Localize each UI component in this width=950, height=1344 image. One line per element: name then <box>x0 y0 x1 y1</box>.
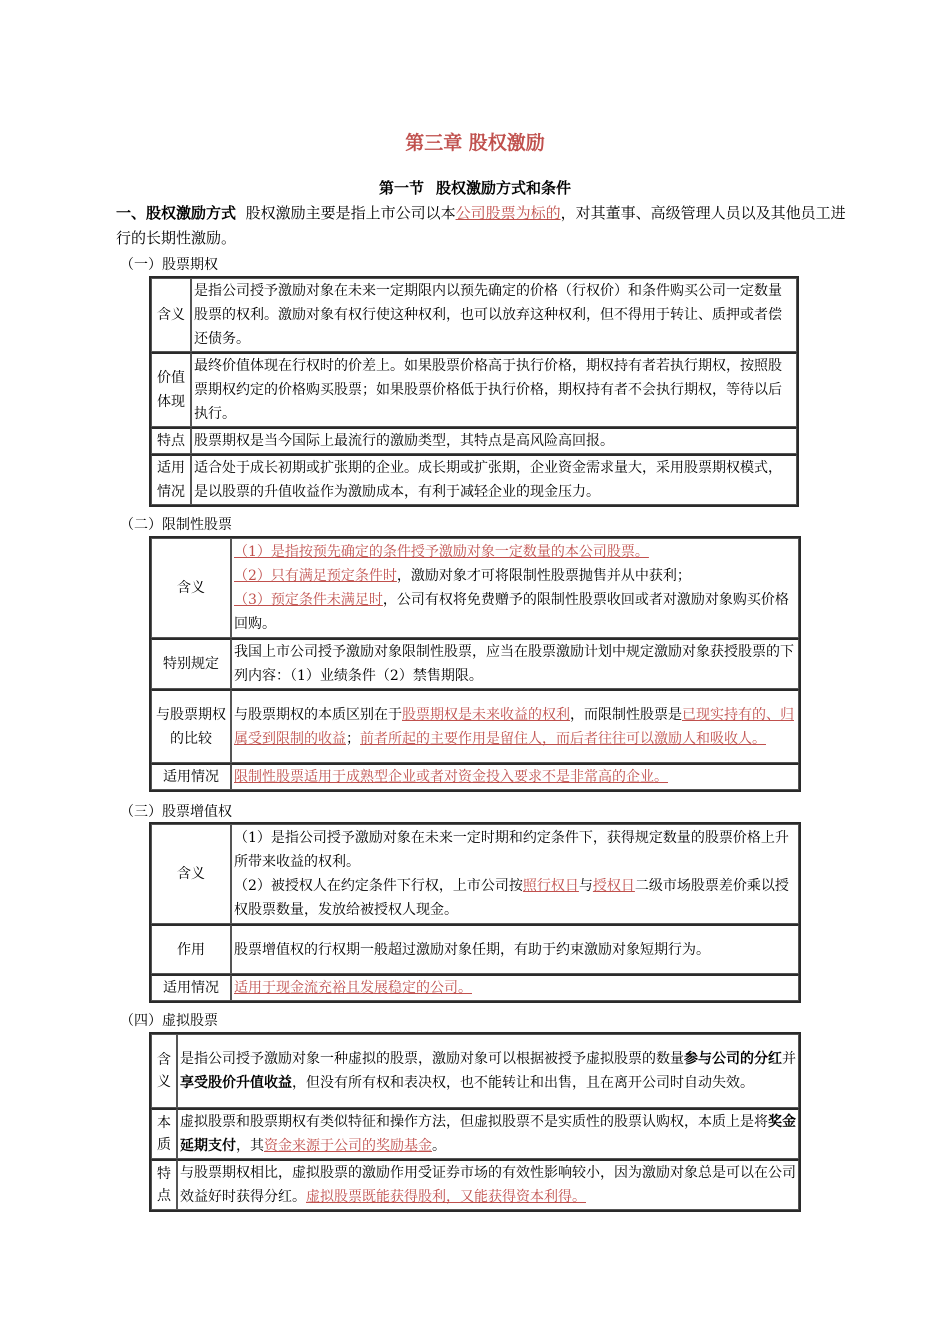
row-text: 我国上市公司授予激励对象限制性股票，应当在股票激励计划中规定激励对象获授股票的下列内容：（1）业绩条件（2）禁售期限。 <box>231 638 799 689</box>
row-label: 适用情况 <box>151 763 231 790</box>
phantom-table <box>149 1032 801 1212</box>
sar-meaning-p1: （1）是指公司授予激励对象在未来一定时期和约定条件下，获得规定数量的股票价格上升所带来收益的权利。 <box>234 830 789 870</box>
row-text: 适用于现金流充裕且发展稳定的公司。 <box>231 974 799 1001</box>
table-row <box>151 1034 799 1108</box>
intro-paragraph <box>116 201 846 251</box>
row-text: 最终价值体现在行权时的价差上。如果股票价格高于执行价格，期权持有者若执行期权，按照股票期权约定的价格购买股票；如果股票价格低于执行价格，期权持有者不会执行期权，等待以后执行。 <box>191 352 797 427</box>
sar-p2-highlight-1: 照行权日 <box>522 878 579 894</box>
row-text <box>177 1034 799 1108</box>
restricted-stock-table <box>149 536 801 792</box>
chapter-title: 第三章 股权激励 <box>405 132 545 154</box>
sar-table <box>149 822 801 1003</box>
table-row <box>151 1108 799 1159</box>
table-row <box>151 763 799 790</box>
meaning-line-2-text: ，激励对象才可将限制性股票抛售并从中获利； <box>396 568 691 584</box>
compare-text-3: ； <box>346 730 360 747</box>
sar-p2-text-b: 与 <box>578 878 593 894</box>
table-row <box>151 1159 799 1210</box>
row-label: 作用 <box>151 924 231 974</box>
compare-highlight-1: 股票期权是未来收益的权利 <box>402 706 570 723</box>
compare-highlight-2: 已现实持有的、归属受到限制的收益 <box>234 706 794 747</box>
meaning-line-3-highlight: （3）预定条件未满足时 <box>234 592 383 608</box>
sar-p2-text-a: （2）被授权人在约定条件下行权，上市公司按 <box>234 878 523 894</box>
phantom-heading: （四）虚拟股票 <box>120 1013 218 1029</box>
phantom-meaning-text-3: ，但没有所有权和表决权，也不能转让和出售，且在离开公司时自动失效。 <box>292 1075 754 1091</box>
intro-text: 股权激励主要是指上市公司以本 <box>245 204 456 222</box>
section-number: 第一节 <box>378 179 424 197</box>
table-row <box>151 454 797 505</box>
row-text <box>231 689 799 763</box>
phantom-essence-text-1: 虚拟股票和股票期权有类似特征和操作方法，但虚拟股票不是实质性的股票认购权，本质上是将 <box>180 1114 768 1130</box>
row-label: 特点 <box>151 427 191 454</box>
phantom-essence-text-2: ，其 <box>236 1138 264 1154</box>
phantom-feature-text: 与股票期权相比，虚拟股票的激励作用受证券市场的有效性影响较小，因为激励对象总是可以在公司效益好时获得分红。 <box>180 1165 796 1205</box>
phantom-meaning-bold-2: 享受股价升值收益 <box>180 1075 292 1091</box>
stock-option-table <box>149 276 799 507</box>
compare-highlight-3: 前者所起的主要作用是留住人，而后者往往可以激励人和吸收人。 <box>360 730 766 747</box>
row-label: 价值体现 <box>151 352 191 427</box>
phantom-meaning-text-2: 并 <box>782 1051 796 1067</box>
row-text: 股票增值权的行权期一般超过激励对象任期，有助于约束激励对象短期行为。 <box>231 924 799 974</box>
meaning-line-3 <box>234 588 796 636</box>
intro-text-after: ，对其董事、高级管理人员以及其他员工进行的长期性激励。 <box>116 204 846 247</box>
row-label: 与股票期权的比较 <box>151 689 231 763</box>
table-row <box>151 974 799 1001</box>
compare-text-2: ，而限制性股票是 <box>570 706 682 723</box>
table-row <box>151 538 799 638</box>
table-row <box>151 924 799 974</box>
row-label: 含义 <box>151 538 231 638</box>
sar-meaning-p2 <box>234 874 796 922</box>
meaning-line-1: （1）是指按预先确定的条件授予激励对象一定数量的本公司股票。 <box>234 544 649 560</box>
table-row <box>151 352 797 427</box>
section-name: 股权激励方式和条件 <box>436 179 572 197</box>
table-row <box>151 427 797 454</box>
row-label: 本质 <box>151 1108 177 1159</box>
intro-heading: 一、股权激励方式 <box>116 204 237 222</box>
row-text <box>177 1159 799 1210</box>
table-row <box>151 824 799 924</box>
section-title <box>0 177 950 198</box>
row-label: 适用情况 <box>151 974 231 1001</box>
sar-p2-text-c: 二级市场股票差价乘以授权股票数量，发放给被授权人现金。 <box>234 878 789 918</box>
row-label: 适用情况 <box>151 454 191 505</box>
row-text <box>177 1108 799 1159</box>
table-row <box>151 689 799 763</box>
row-text: 股票期权是当今国际上最流行的激励类型，其特点是高风险高回报。 <box>191 427 797 454</box>
row-text: 限制性股票适用于成熟型企业或者对资金投入要求不是非常高的企业。 <box>231 763 799 790</box>
meaning-line-2-highlight: （2）只有满足预定条件时 <box>234 568 397 584</box>
compare-text-1: 与股票期权的本质区别在于 <box>234 706 402 723</box>
restricted-stock-heading: （二）限制性股票 <box>120 517 232 533</box>
table-row <box>151 638 799 689</box>
phantom-meaning-text-1: 是指公司授予激励对象一种虚拟的股票，激励对象可以根据被授予虚拟股票的数量 <box>180 1051 684 1067</box>
meaning-line-3-text: ，公司有权将免费赠予的限制性股票收回或者对激励对象购买价格回购。 <box>234 592 789 632</box>
row-text <box>231 538 799 638</box>
meaning-line-2 <box>234 564 796 588</box>
sar-p2-highlight-2: 授权日 <box>592 878 635 894</box>
phantom-essence-text-3: 。 <box>432 1138 446 1154</box>
row-label: 含义 <box>151 824 231 924</box>
stock-option-heading: （一）股票期权 <box>120 257 218 273</box>
table-row <box>151 278 797 352</box>
row-text: 适合处于成长初期或扩张期的企业。成长期或扩张期，企业资金需求量大，采用股票期权模式，是以股票的升值收益作为激励成本，有利于减轻企业的现金压力。 <box>191 454 797 505</box>
row-text: 是指公司授予激励对象在未来一定期限内以预先确定的价格（行权价）和条件购买公司一定数量股票的权利。激励对象有权行使这种权利，也可以放弃这种权利，但不得用于转让、质押或者偿还债务。 <box>191 278 797 352</box>
phantom-meaning-bold-1: 参与公司的分红 <box>684 1051 782 1067</box>
phantom-essence-bold-1: 奖金延期支付 <box>180 1114 796 1154</box>
row-label: 含义 <box>151 1034 177 1108</box>
phantom-essence-highlight: 资金来源于公司的奖励基金 <box>264 1138 432 1154</box>
row-label: 含义 <box>151 278 191 352</box>
sar-heading: （三）股票增值权 <box>120 804 232 820</box>
row-text <box>231 824 799 924</box>
row-label: 特别规定 <box>151 638 231 689</box>
phantom-feature-highlight: 虚拟股票既能获得股利，又能获得资本利得。 <box>306 1189 586 1205</box>
intro-highlight: 公司股票为标的 <box>455 204 561 222</box>
row-label: 特点 <box>151 1159 177 1210</box>
